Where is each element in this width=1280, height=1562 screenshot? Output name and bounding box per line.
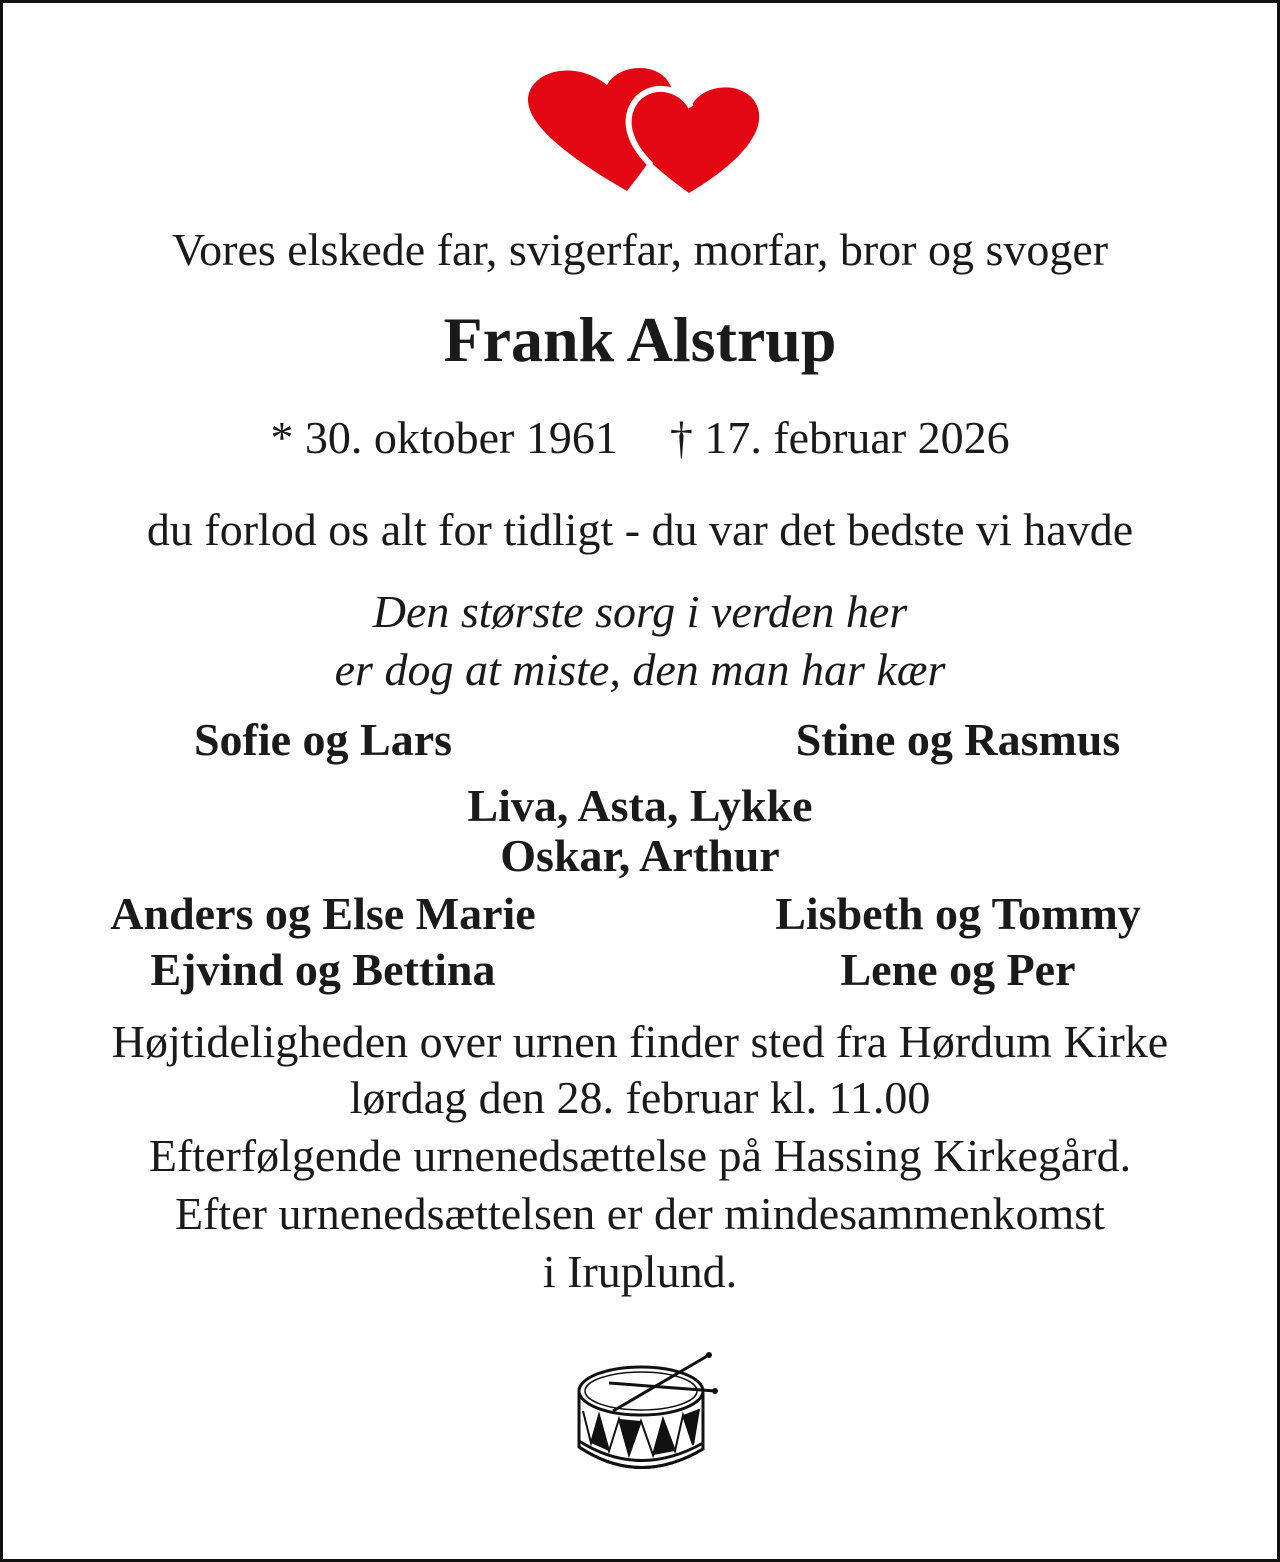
sibling-right-name: Lisbeth og Tommy	[775, 888, 1141, 939]
ceremony-line: Efter urnenedsættelsen er der mindesammenkomst	[175, 1188, 1105, 1239]
poem-line: er dog at miste, den man har kær	[334, 644, 946, 695]
poem-line: Den største sorg i verden her	[372, 586, 908, 637]
family-right-name: Stine og Rasmus	[795, 714, 1121, 765]
drum-icon	[569, 1349, 719, 1489]
sibling-left-name: Ejvind og Bettina	[150, 944, 496, 995]
birth-date: * 30. oktober 1961	[270, 412, 618, 463]
grandchildren-line: Liva, Asta, Lykke	[467, 780, 813, 831]
ceremony-line: Højtideligheden over urnen finder sted fra Hørdum Kirke	[111, 1016, 1169, 1067]
life-dates	[3, 411, 1277, 464]
intro-text: Vores elskede far, svigerfar, morfar, bror og svoger	[171, 224, 1109, 275]
grandchildren-line: Oskar, Arthur	[500, 830, 780, 881]
death-date: † 17. februar 2026	[669, 412, 1010, 463]
ceremony-line: Efterfølgende urnenedsættelse på Hassing Kirkegård.	[148, 1130, 1132, 1181]
family-left-name: Sofie og Lars	[193, 714, 453, 765]
deceased-name: Frank Alstrup	[443, 304, 837, 375]
sibling-left-name: Anders og Else Marie	[110, 888, 536, 939]
ceremony-line: lørdag den 28. februar kl. 11.00	[349, 1072, 931, 1123]
farewell-text: du forlod os alt for tidligt - du var det bedste vi havde	[146, 504, 1134, 555]
ceremony-line: i Iruplund.	[542, 1246, 738, 1297]
two-hearts-icon	[521, 65, 767, 195]
sibling-right-name: Lene og Per	[840, 944, 1076, 995]
